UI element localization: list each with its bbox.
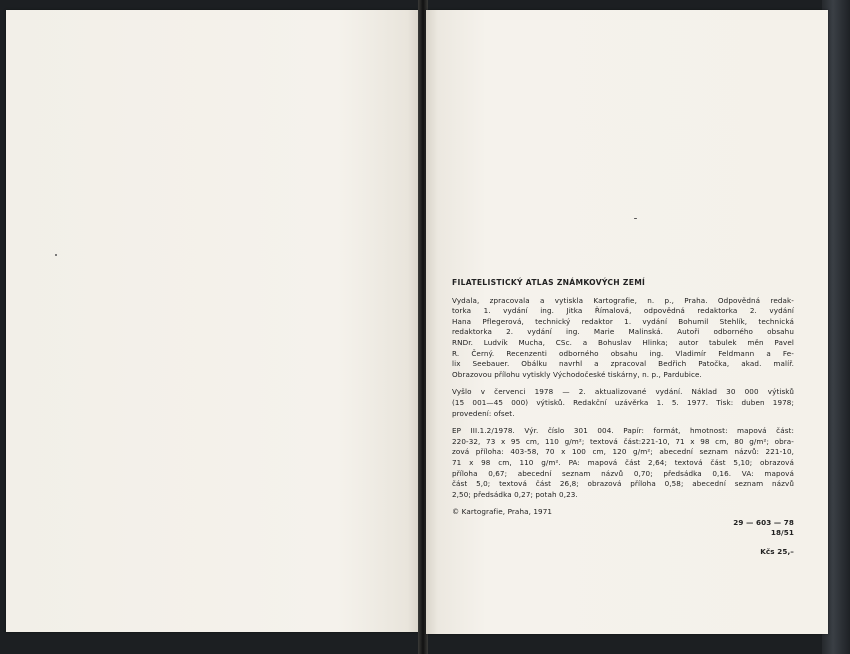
text-line: 2,50; předsádka 0,27; potah 0,23. xyxy=(452,489,578,499)
text-line: provedení: ofset. xyxy=(452,408,515,418)
copyright-notice: © Kartografie, Praha, 1971 xyxy=(452,507,553,517)
catalog-codes xyxy=(452,518,794,539)
text-line: 220-32, 73 x 95 cm, 110 g/m²; textová část:221-10, 71 x 98 cm, 80 g/m²; obra- xyxy=(452,436,794,446)
text-line: Vydala, zpracovala a vytiskla Kartografie, n. p., Praha. Odpovědná redak- xyxy=(452,295,794,305)
text-line: lix Seebauer. Obálku navrhl a zpracoval Bedřich Patočka, akad. malíř. xyxy=(452,359,794,369)
text-line: 71 x 98 cm, 110 g/m². PA: mapová část 2,64; textová část 5,10; obrazová xyxy=(452,457,794,467)
text-line: EP III.1.2/1978. Výr. číslo 301 004. Papír: formát, hmotnost: mapová část: xyxy=(452,426,794,436)
credits-paragraph xyxy=(452,296,794,381)
colophon xyxy=(452,278,794,557)
text-line: příloha 0,67; abecední seznam názvů 0,70; předsádka 0,16. VA: mapová xyxy=(452,468,794,478)
text-line: Vyšlo v červenci 1978 — 2. aktualizované vydání. Náklad 30 000 výtisků xyxy=(452,387,794,397)
technical-paragraph xyxy=(452,426,794,500)
catalog-code-line: 18/51 xyxy=(770,528,794,538)
text-line: (15 001—45 000) výtisků. Redakční uzávěrka 1. 5. 1977. Tisk: duben 1978; xyxy=(452,397,794,407)
colophon-title: FILATELISTICKÝ ATLAS ZNÁMKOVÝCH ZEMÍ xyxy=(452,278,646,287)
text-line: Hana Pflegerová, technický redaktor 1. vydání Bohumil Stehlík, technická xyxy=(452,316,794,326)
page-speck xyxy=(55,254,57,256)
text-line: torka 1. vydání ing. Jitka Římalová, odpovědná redaktorka 2. vydání xyxy=(452,306,794,316)
text-line: zová příloha: 403-58, 70 x 100 cm, 120 g/m²; abecední seznam názvů: 221-10, xyxy=(452,447,794,457)
catalog-code-line: 29 — 603 — 78 xyxy=(733,517,794,527)
text-line: Obrazovou přílohu vytiskly Východočeské tiskárny, n. p., Pardubice. xyxy=(452,369,702,379)
edition-paragraph xyxy=(452,387,794,419)
page-speck xyxy=(634,218,637,219)
text-line: R. Černý. Recenzenti odborného obsahu ing. Vladimír Feldmann a Fe- xyxy=(452,348,794,358)
left-page xyxy=(6,10,420,632)
price-label: Kčs 25,– xyxy=(760,546,794,556)
text-line: redaktorka 2. vydání ing. Marie Malinská. Autoři odborného obsahu xyxy=(452,327,794,337)
text-line: část 5,0; textová část 26,8; obrazová příloha 0,58; abecední seznam názvů xyxy=(452,479,794,489)
text-line: RNDr. Ludvík Mucha, CSc. a Bohuslav Hlinka; autor tabulek měn Pavel xyxy=(452,337,794,347)
